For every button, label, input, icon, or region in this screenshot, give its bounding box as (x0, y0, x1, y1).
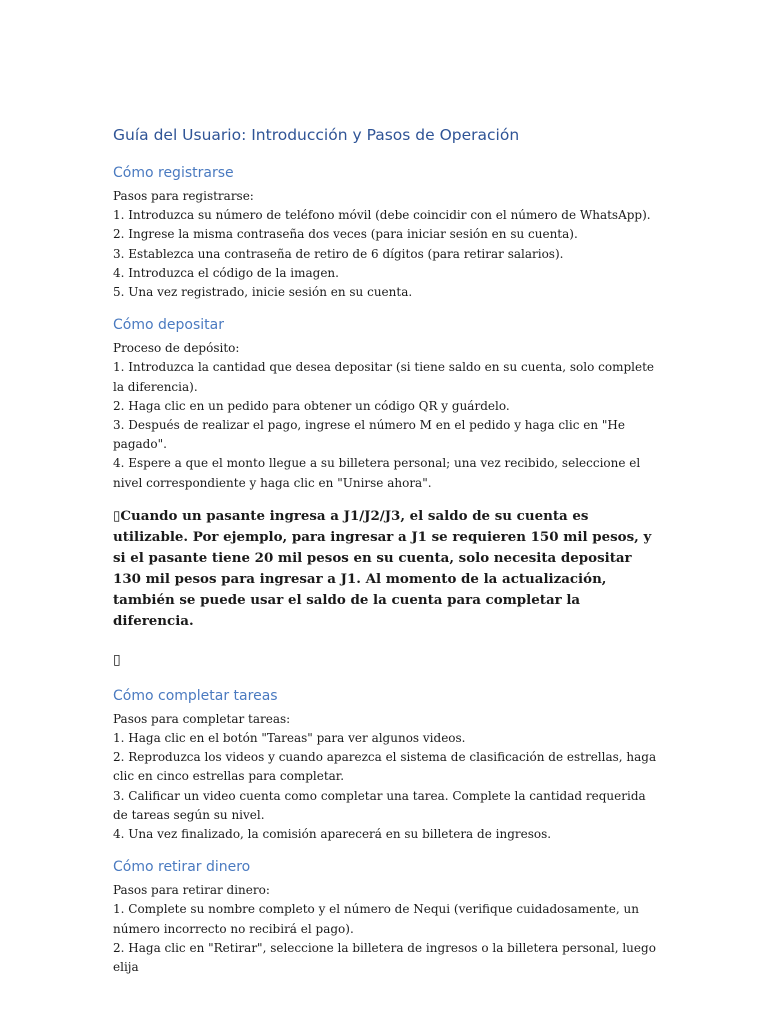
paragraph-line: 2. Haga clic en un pedido para obtener un código QR y guárdelo. (113, 398, 510, 413)
note-text: Cuando un pasante ingresa a J1/J2/J3, el saldo de su cuenta es utilizable. Por ejemplo, para ingresar a J1 se requieren 150 mil pesos, y si el pasante tiene 20 mil pesos en su cuenta, solo necesita depositar 130 mil pesos para ingresar a J1. Al momento de la actualización, también se puede usar el saldo de la cuenta para completar la diferencia. (113, 507, 652, 629)
paragraph-line: Pasos para registrarse: (113, 189, 254, 203)
heading-registro: Cómo registrarse (113, 165, 234, 181)
document-title: Guía del Usuario: Introducción y Pasos de Operación (113, 126, 520, 144)
paragraph-line: 4. Espere a que el monto llegue a su billetera personal; una vez recibido, seleccione el nivel correspondiente y haga clic en "Unirse ahora". (113, 456, 641, 490)
paragraph-line: 2. Reproduzca los videos y cuando aparezca el sistema de clasificación de estrellas, haga clic en cinco estrellas para completar. (113, 750, 657, 784)
section-registro (113, 163, 658, 302)
paragraph-line: Pasos para completar tareas: (113, 711, 291, 726)
paragraph-line: 3. Después de realizar el pago, ingrese el número M en el pedido y haga clic en "He pagado". (113, 418, 625, 452)
paragraph-line: 3. Calificar un video cuenta como completar una tarea. Complete la cantidad requerida de tareas según su nivel. (113, 788, 646, 822)
missing-glyph-icon: ▯ (113, 508, 121, 524)
paragraph-line: 2. Haga clic en "Retirar", seleccione la billetera de ingresos o la billetera personal, luego elija (113, 940, 656, 975)
paragraph-line: 4. Introduzca el código de la imagen. (113, 265, 339, 280)
paragraph-line: 1. Introduzca la cantidad que desea depositar (si tiene saldo en su cuenta, solo complete la diferencia). (113, 360, 655, 394)
heading-deposito: Cómo depositar (113, 317, 224, 334)
empty-paragraph (113, 650, 658, 670)
section-deposito (113, 315, 658, 493)
document-page (113, 124, 658, 990)
section-tareas (113, 686, 658, 844)
paragraph-line: 1. Complete su nombre completo y el número de Nequi (verifique cuidadosamente, un número incorrecto no recibirá el pago). (113, 902, 639, 936)
paragraph-line: 3. Establezca una contraseña de retiro de 6 dígitos (para retirar salarios). (113, 246, 564, 261)
paragraph-line: 2. Ingrese la misma contraseña dos veces (para iniciar sesión en su cuenta). (113, 227, 578, 242)
paragraph-line: 1. Introduzca su número de teléfono móvil (debe coincidir con el número de WhatsApp). (113, 208, 651, 223)
heading-tareas: Cómo completar tareas (113, 687, 278, 704)
paragraph-line: 1. Haga clic en el botón "Tareas" para ver algunos videos. (113, 731, 466, 746)
paragraph-line: 4. Una vez finalizado, la comisión aparecerá en su billetera de ingresos. (113, 827, 552, 842)
section-retiro (113, 857, 658, 977)
paragraph-line: Pasos para retirar dinero: (113, 883, 270, 898)
paragraph-line: 5. Una vez registrado, inicie sesión en su cuenta. (113, 285, 413, 300)
heading-retiro: Cómo retirar dinero (113, 859, 251, 876)
paragraph-line: Proceso de depósito: (113, 341, 240, 356)
missing-glyph-icon: ▯ (113, 651, 121, 668)
note-paragraph (113, 506, 658, 632)
